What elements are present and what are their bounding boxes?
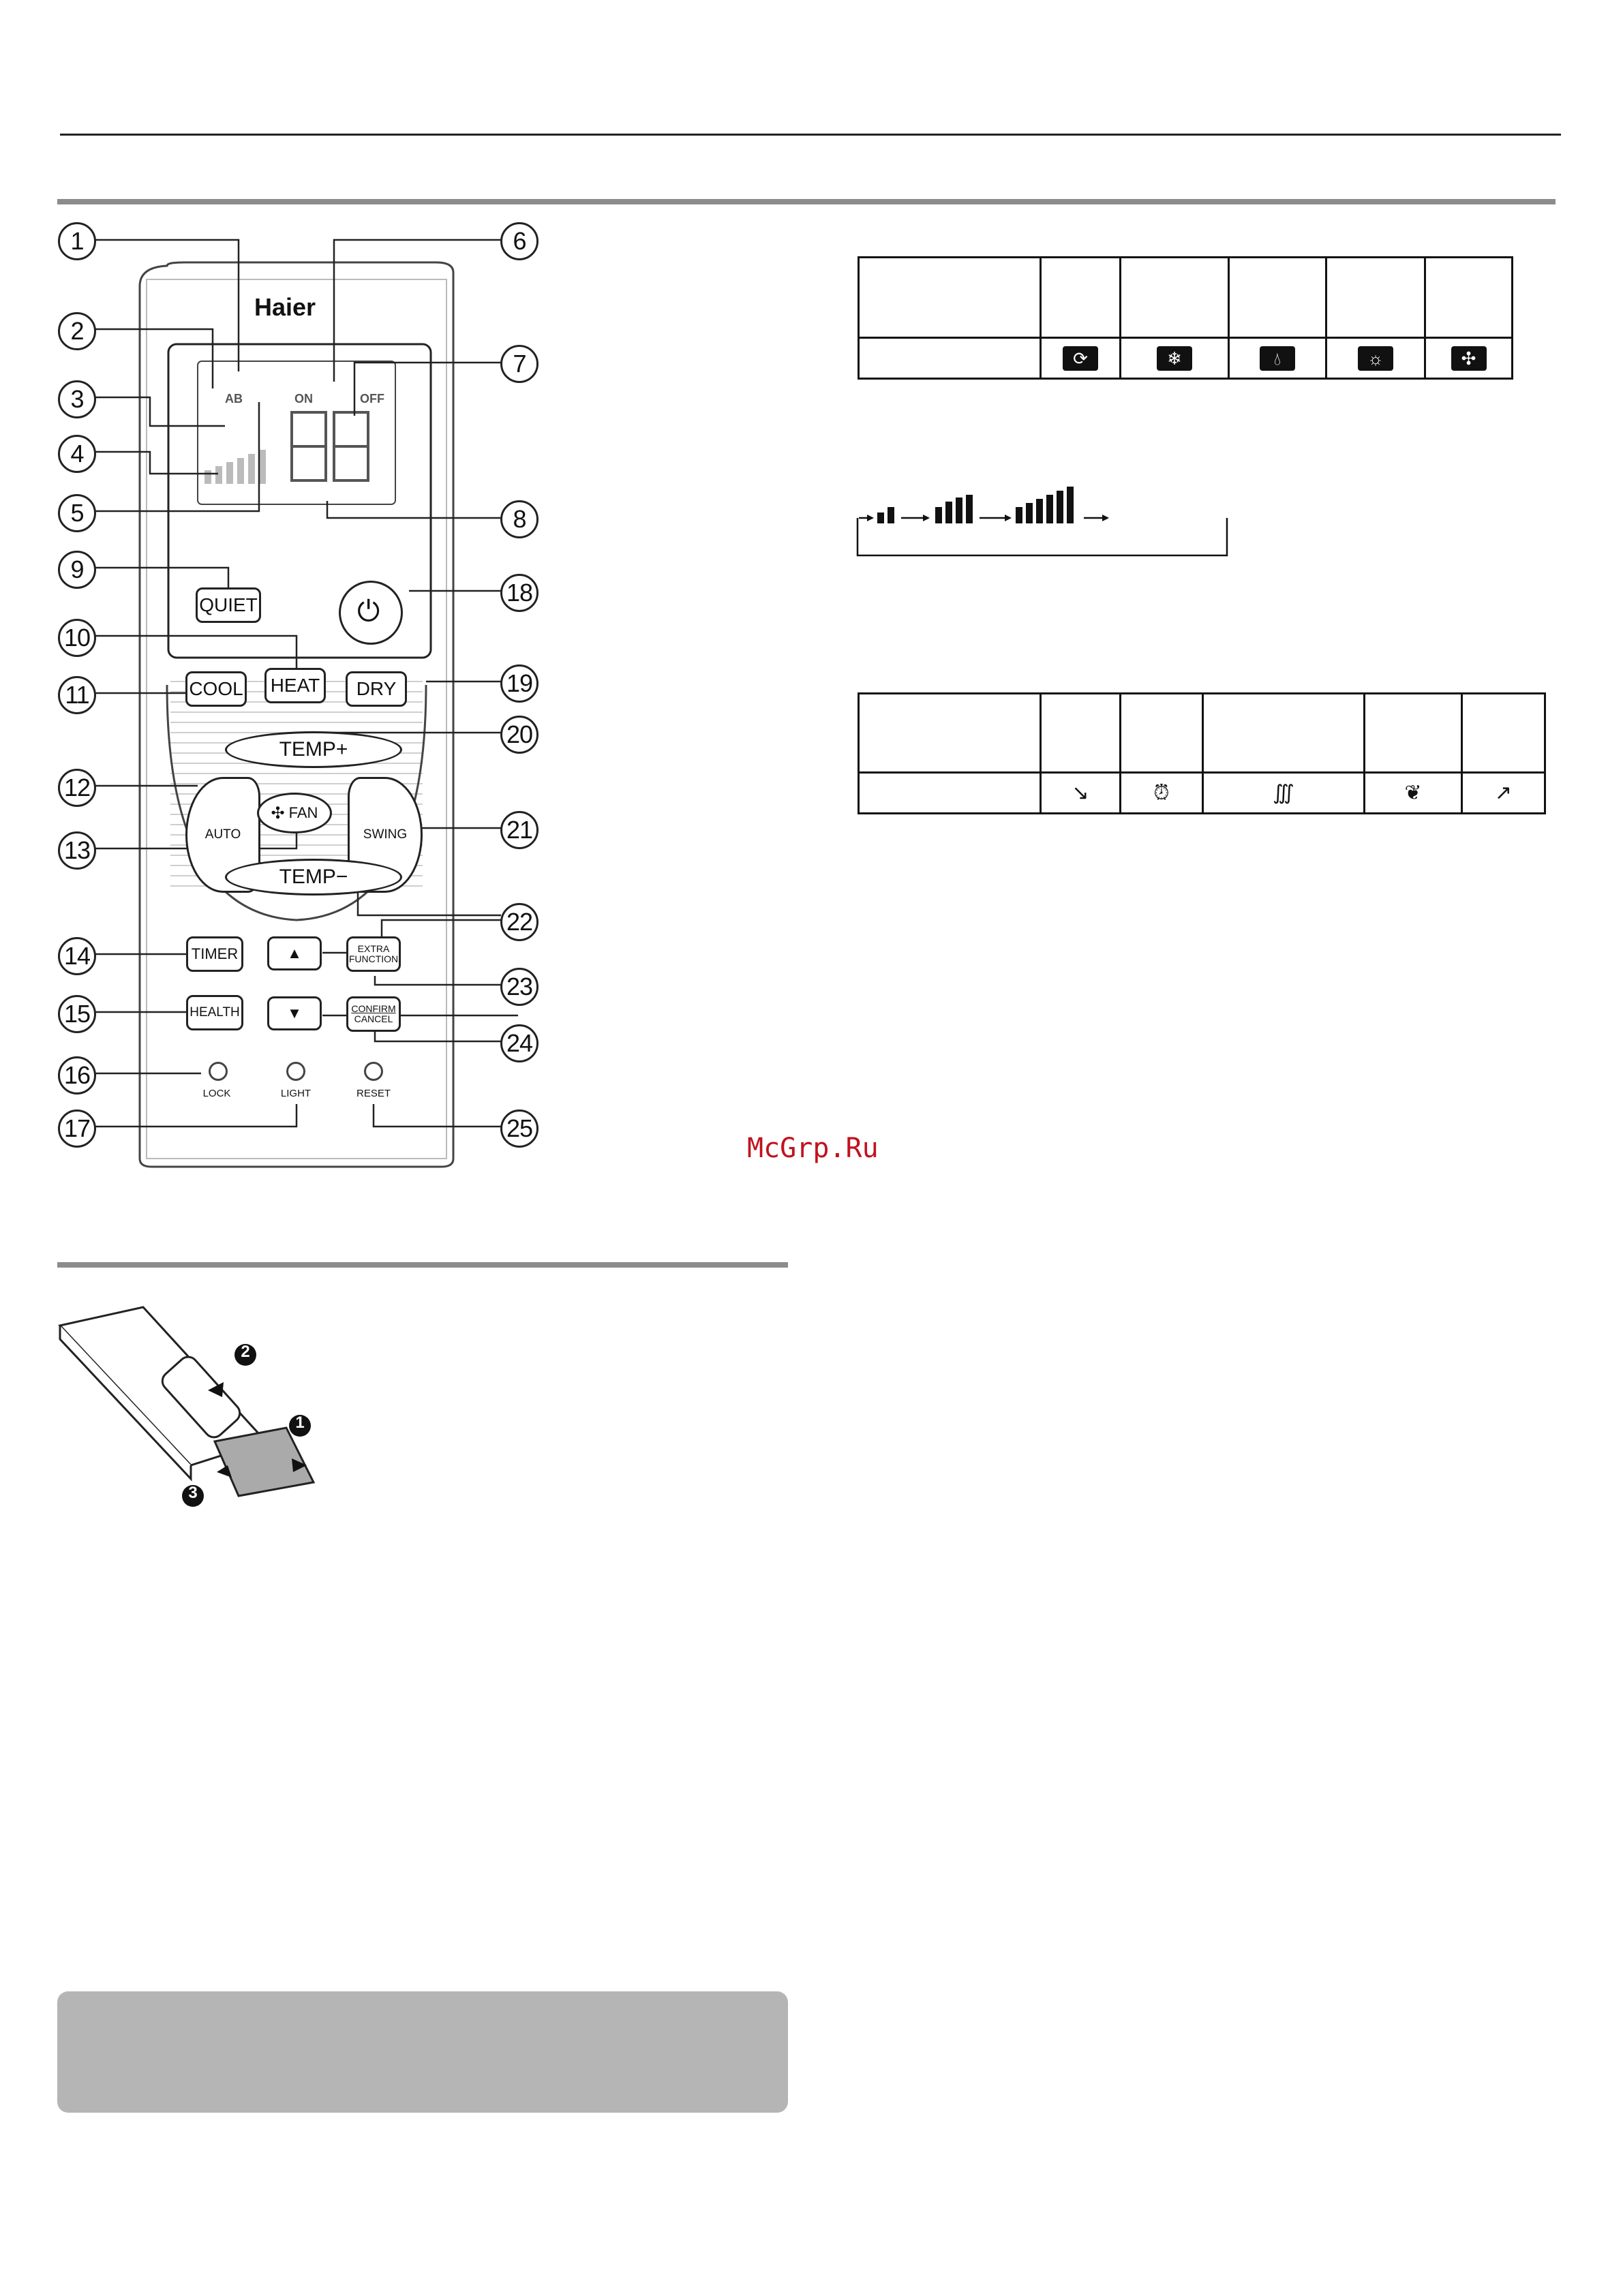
- extra-function-button[interactable]: [346, 936, 401, 972]
- battery-step-2-label: 2: [241, 1343, 250, 1361]
- light-label: LIGHT: [280, 1088, 312, 1099]
- heat-button[interactable]: HEAT: [264, 668, 326, 703]
- swing-button[interactable]: SWING: [348, 777, 423, 893]
- callout-4: 4: [58, 435, 96, 473]
- function-table: [858, 692, 1546, 814]
- auto-button[interactable]: AUTO: [185, 777, 260, 893]
- note-box: [57, 1991, 788, 2113]
- temp-plus-button[interactable]: TEMP+: [225, 731, 402, 768]
- extra-label-line1: EXTRA: [357, 943, 390, 954]
- fan-icon: ✣: [271, 803, 285, 823]
- auto-mode-icon: ⟳: [1063, 346, 1098, 371]
- down-arrow-icon: ▼: [287, 1005, 302, 1022]
- callout-15: 15: [58, 995, 96, 1033]
- callout-21: 21: [500, 811, 539, 849]
- down-button[interactable]: [267, 996, 322, 1030]
- callout-17: 17: [58, 1109, 96, 1148]
- timer-button[interactable]: TIMER: [186, 936, 243, 972]
- callout-18: 18: [500, 574, 539, 612]
- watermark: McGrp.Ru: [747, 1133, 879, 1164]
- callout-9: 9: [58, 551, 96, 589]
- dry-drop-icon: 💧︎: [1260, 346, 1295, 371]
- up-arrow-icon: ▲: [287, 945, 302, 962]
- callout-11: 11: [58, 676, 96, 714]
- cool-snowflake-icon: ❄: [1157, 346, 1192, 371]
- callout-12: 12: [58, 769, 96, 807]
- temp-minus-button[interactable]: TEMP−: [225, 859, 402, 896]
- cool-button[interactable]: COOL: [185, 671, 247, 707]
- power-button[interactable]: [339, 581, 403, 645]
- dry-button[interactable]: DRY: [346, 671, 407, 707]
- lcd-ab-label: AB: [225, 392, 243, 405]
- callout-7: 7: [500, 345, 539, 383]
- callout-25: 25: [500, 1109, 539, 1148]
- callout-16: 16: [58, 1056, 96, 1095]
- callout-20: 20: [500, 716, 539, 754]
- lock-button[interactable]: [209, 1062, 228, 1081]
- callout-14: 14: [58, 937, 96, 975]
- callout-24: 24: [500, 1024, 539, 1062]
- lock-label: LOCK: [202, 1088, 231, 1099]
- power-icon: ⏻: [357, 595, 380, 627]
- confirm-cancel-button[interactable]: [346, 996, 401, 1032]
- callout-3: 3: [58, 380, 96, 418]
- battery-step-3-label: 3: [188, 1484, 198, 1502]
- brand-logo: Haier: [254, 293, 316, 321]
- callout-8: 8: [500, 500, 539, 538]
- battery-step-1-label: 1: [295, 1413, 305, 1432]
- callout-22: 22: [500, 903, 539, 941]
- callout-2: 2: [58, 312, 96, 350]
- heater-icon: ∭: [1273, 782, 1294, 804]
- confirm-label-line1: CONFIRM: [351, 1003, 396, 1014]
- callout-13: 13: [58, 831, 96, 870]
- callout-1: 1: [58, 222, 96, 260]
- callout-23: 23: [500, 968, 539, 1006]
- up-button[interactable]: [267, 936, 322, 970]
- callout-10: 10: [58, 619, 96, 657]
- reset-button[interactable]: [364, 1062, 383, 1081]
- callout-6: 6: [500, 222, 539, 260]
- heat-sun-icon: ☼: [1358, 346, 1393, 371]
- light-button[interactable]: [286, 1062, 305, 1081]
- callout-19: 19: [500, 664, 539, 703]
- callout-5: 5: [58, 494, 96, 532]
- extra-label-line2: FUNCTION: [348, 953, 399, 964]
- lcd-on-label: ON: [294, 392, 313, 405]
- timer-icon: ⏰︎: [1153, 781, 1170, 804]
- mode-table: [858, 256, 1513, 380]
- reset-label: RESET: [356, 1088, 391, 1099]
- health-leaf-icon: ❦: [1404, 782, 1422, 804]
- health-button[interactable]: HEALTH: [186, 995, 243, 1030]
- fan-mode-icon: ✣: [1451, 346, 1487, 371]
- sleep-icon: ↘: [1072, 782, 1089, 804]
- fan-label: FAN: [288, 804, 318, 821]
- fan-button[interactable]: [257, 793, 332, 833]
- quiet-button[interactable]: QUIET: [196, 587, 261, 623]
- confirm-label-line2: CANCEL: [354, 1013, 393, 1024]
- lcd-off-label: OFF: [360, 392, 384, 405]
- swing-icon: ↗: [1494, 782, 1513, 804]
